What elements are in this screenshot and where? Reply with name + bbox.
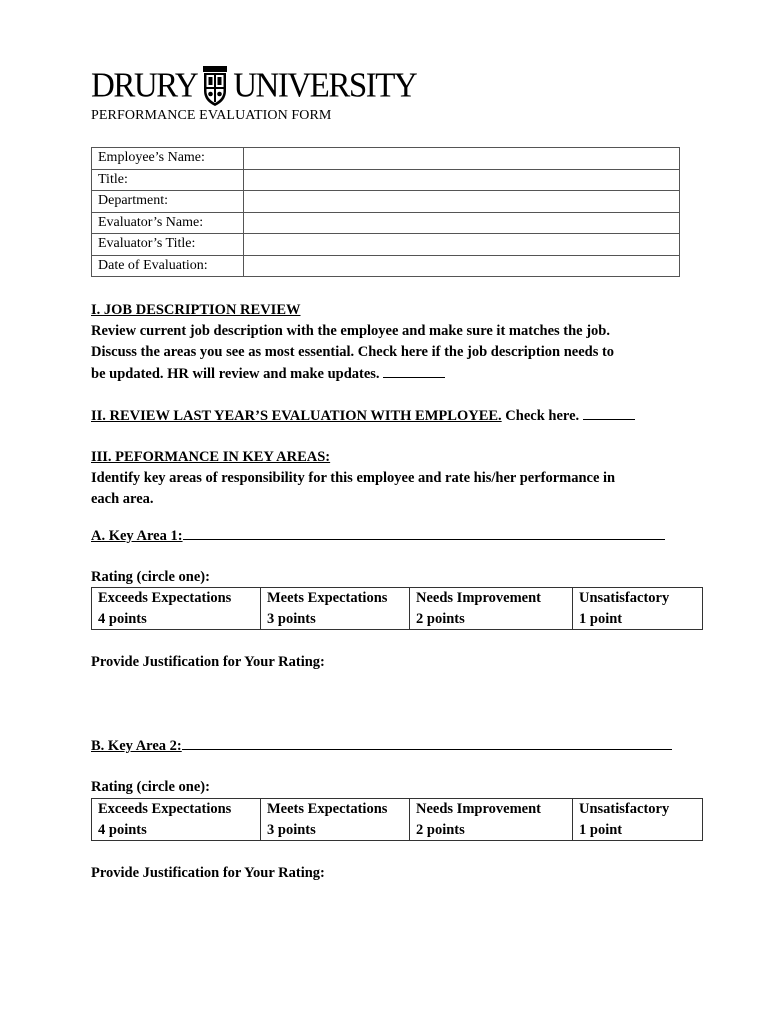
rating-option-label: Needs Improvement — [416, 590, 541, 606]
key-area-b-blank[interactable] — [182, 735, 672, 750]
rating-option-points: 1 point — [579, 610, 623, 627]
section1-body — [91, 321, 691, 385]
title-field[interactable] — [244, 169, 680, 191]
section2-heading: II. REVIEW LAST YEAR’S EVALUATION WITH EMPLOYEE. — [91, 408, 502, 424]
section1-line1: Review current job description with the employee and make sure it matches the job. — [91, 323, 610, 339]
university-logo — [91, 64, 416, 108]
info-row — [92, 148, 680, 170]
rating-a-table — [91, 587, 703, 630]
key-area-b-label: B. Key Area 2: — [91, 738, 182, 754]
rating-b-option-needs-improvement[interactable] — [410, 799, 573, 841]
evaluator-title-field[interactable] — [244, 234, 680, 256]
rating-b-label: Rating (circle one): — [91, 779, 210, 795]
job-description-check-blank[interactable] — [383, 363, 445, 378]
rating-option-label: Needs Improvement — [416, 801, 541, 817]
evaluator-name-field[interactable] — [244, 212, 680, 234]
section1-line2: Discuss the areas you see as most essential. Check here if the job description needs to — [91, 344, 615, 360]
rating-option-points: 2 points — [416, 821, 465, 838]
key-area-a-label: A. Key Area 1: — [91, 528, 183, 544]
rating-option-label: Meets Expectations — [267, 801, 388, 817]
section2-row — [91, 405, 635, 427]
key-area-b-row — [91, 735, 672, 757]
key-area-a-blank[interactable] — [183, 525, 665, 540]
rating-b-option-exceeds[interactable] — [92, 799, 261, 841]
employee-name-label: Employee’s Name: — [92, 148, 244, 170]
rating-option-points: 2 points — [416, 610, 465, 627]
rating-option-points: 3 points — [267, 610, 316, 627]
info-row — [92, 234, 680, 256]
section3-body — [91, 468, 691, 510]
rating-option-label: Meets Expectations — [267, 590, 388, 606]
info-row — [92, 169, 680, 191]
section3-heading: III. PEFORMANCE IN KEY AREAS: — [91, 449, 331, 465]
form-title: PERFORMANCE EVALUATION FORM — [91, 108, 332, 123]
evaluator-name-label: Evaluator’s Name: — [92, 212, 244, 234]
logo-word-right: UNIVERSITY — [233, 66, 417, 105]
last-year-check-blank[interactable] — [583, 405, 635, 420]
section1-line3-row — [91, 363, 691, 385]
title-label: Title: — [92, 169, 244, 191]
rating-option-points: 4 points — [98, 610, 147, 627]
info-row — [92, 212, 680, 234]
rating-option-label: Exceeds Expectations — [98, 590, 232, 606]
rating-b-option-unsatisfactory[interactable] — [573, 799, 703, 841]
rating-b-table — [91, 798, 703, 841]
department-label: Department: — [92, 191, 244, 213]
section3-line2: each area. — [91, 491, 154, 507]
rating-option-points: 1 point — [579, 821, 623, 838]
evaluation-date-label: Date of Evaluation: — [92, 255, 244, 277]
info-row — [92, 191, 680, 213]
justification-b-label: Provide Justification for Your Rating: — [91, 865, 325, 881]
rating-option-label: Exceeds Expectations — [98, 801, 232, 817]
rating-a-option-unsatisfactory[interactable] — [573, 588, 703, 630]
key-area-a-row — [91, 525, 665, 547]
info-row — [92, 255, 680, 277]
rating-a-option-meets[interactable] — [261, 588, 410, 630]
rating-option-points: 4 points — [98, 821, 147, 838]
rating-a-label: Rating (circle one): — [91, 569, 210, 585]
evaluator-title-label: Evaluator’s Title: — [92, 234, 244, 256]
rating-b-option-meets[interactable] — [261, 799, 410, 841]
section2-suffix: Check here. — [505, 408, 580, 424]
employee-name-field[interactable] — [244, 148, 680, 170]
section1-heading: I. JOB DESCRIPTION REVIEW — [91, 302, 301, 318]
crest-icon — [201, 65, 229, 107]
evaluation-date-field[interactable] — [244, 255, 680, 277]
justification-a-label: Provide Justification for Your Rating: — [91, 654, 325, 670]
section1-line3: be updated. HR will review and make updates. — [91, 366, 380, 382]
rating-option-label: Unsatisfactory — [579, 590, 670, 606]
rating-a-option-exceeds[interactable] — [92, 588, 261, 630]
section3-line1: Identify key areas of responsibility for this employee and rate his/her performance in — [91, 470, 616, 486]
rating-a-option-needs-improvement[interactable] — [410, 588, 573, 630]
logo-word-left: DRURY — [91, 66, 198, 105]
department-field[interactable] — [244, 191, 680, 213]
rating-option-points: 3 points — [267, 821, 316, 838]
employee-info-table — [91, 147, 680, 277]
rating-option-label: Unsatisfactory — [579, 801, 670, 817]
